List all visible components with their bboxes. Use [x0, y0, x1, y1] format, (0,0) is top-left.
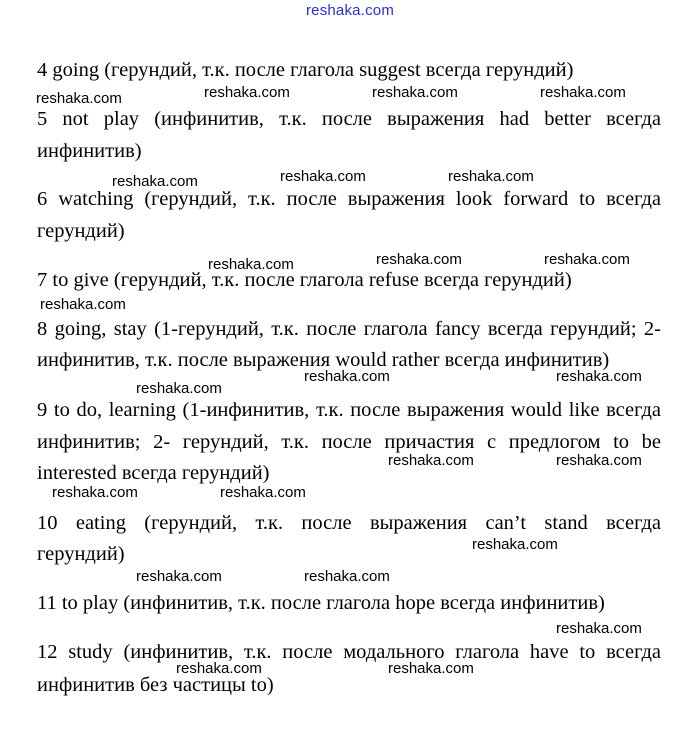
watermark: reshaka.com — [472, 536, 558, 553]
answer-9-line-2: инфинитив; 2- герундий, т.к. после причастия с предлогом to be — [37, 431, 661, 453]
watermark: reshaka.com — [372, 84, 458, 101]
watermark: reshaka.com — [176, 660, 262, 677]
answer-6-line-1: 6 watching (герундий, т.к. после выражения look forward to всегда — [37, 188, 661, 210]
watermark: reshaka.com — [556, 368, 642, 385]
answer-8-line-2: инфинитив, т.к. после выражения would rather всегда инфинитив) — [37, 349, 610, 371]
answer-5-line-1: 5 not play (инфинитив, т.к. после выражения had better всегда — [37, 108, 661, 130]
answer-4-line-1: 4 going (герундий, т.к. после глагола suggest всегда герундий) — [37, 59, 574, 81]
site-header-link[interactable]: reshaka.com — [305, 2, 395, 19]
watermark: reshaka.com — [556, 620, 642, 637]
answer-10-line-1: 10 eating (герундий, т.к. после выражения can’t stand всегда — [37, 512, 661, 534]
watermark: reshaka.com — [556, 452, 642, 469]
answer-6-line-2: герундий) — [37, 220, 125, 242]
watermark: reshaka.com — [52, 484, 138, 501]
watermark: reshaka.com — [540, 84, 626, 101]
answer-12-line-1: 12 study (инфинитив, т.к. после модального глагола have to всегда — [37, 641, 661, 663]
watermark: reshaka.com — [204, 84, 290, 101]
answer-11-line-1: 11 to play (инфинитив, т.к. после глагола hope всегда инфинитив) — [37, 592, 605, 614]
watermark: reshaka.com — [136, 568, 222, 585]
answer-10-line-2: герундий) — [37, 543, 125, 565]
watermark: reshaka.com — [304, 368, 390, 385]
watermark: reshaka.com — [136, 380, 222, 397]
answer-9-line-1: 9 to do, learning (1-инфинитив, т.к. после выражения would like всегда — [37, 399, 661, 421]
watermark: reshaka.com — [544, 251, 630, 268]
watermark: reshaka.com — [40, 296, 126, 313]
answer-7-line-1: 7 to give (герундий, т.к. после глагола refuse всегда герундий) — [37, 269, 572, 291]
answer-8-line-1: 8 going, stay (1-герундий, т.к. после глагола fancy всегда герундий; 2- — [37, 318, 661, 340]
watermark: reshaka.com — [220, 484, 306, 501]
watermark: reshaka.com — [376, 251, 462, 268]
watermark: reshaka.com — [112, 173, 198, 190]
watermark: reshaka.com — [448, 168, 534, 185]
answer-9-line-3: interested всегда герундий) — [37, 462, 270, 484]
watermark: reshaka.com — [304, 568, 390, 585]
watermark: reshaka.com — [208, 256, 294, 273]
watermark: reshaka.com — [388, 660, 474, 677]
watermark: reshaka.com — [280, 168, 366, 185]
answer-5-line-2: инфинитив) — [37, 140, 142, 162]
answer-12-line-2: инфинитив без частицы to) — [37, 674, 274, 696]
watermark: reshaka.com — [388, 452, 474, 469]
watermark: reshaka.com — [36, 90, 122, 107]
